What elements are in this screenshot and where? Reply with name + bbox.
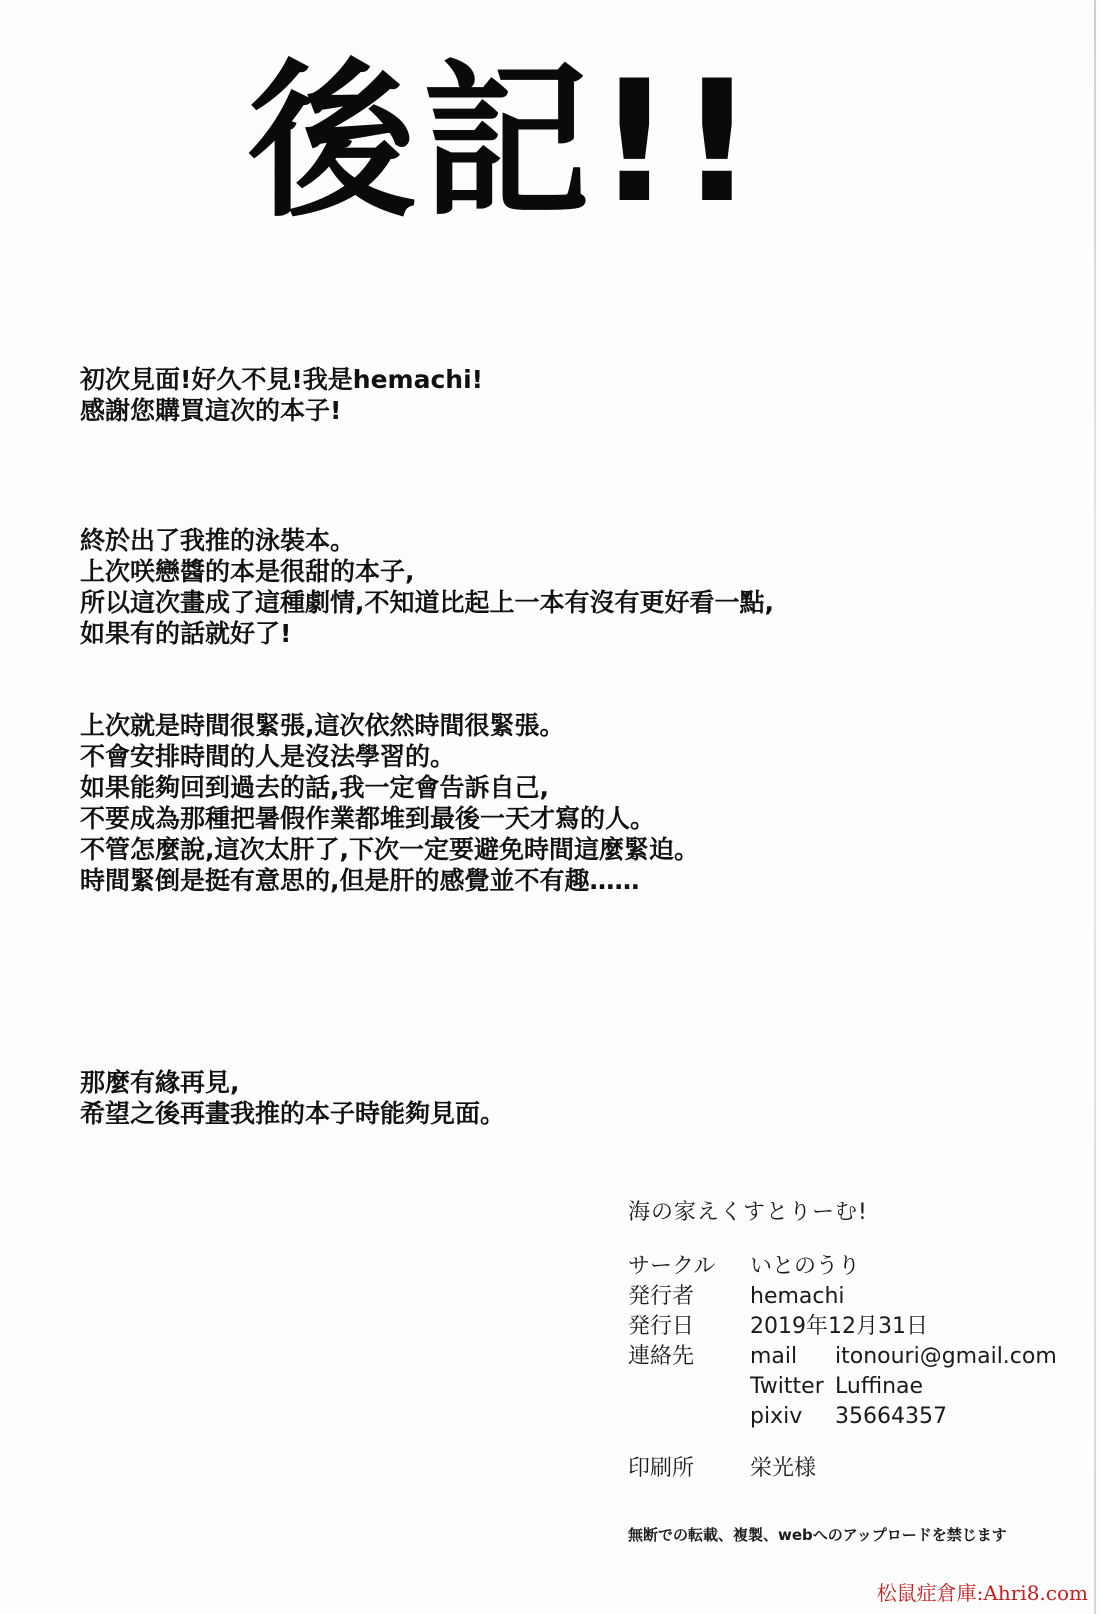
printer-row	[628, 1454, 1068, 1484]
contact-value-mail: itonouri@gmail.com	[835, 1344, 1057, 1369]
paragraph-book-intro	[80, 525, 774, 649]
text-line: 不會安排時間的人是沒法學習的。	[80, 742, 456, 771]
circle-label: サークル	[628, 1254, 716, 1279]
page-title: 後記!!	[248, 44, 762, 240]
circle-value: いとのうり	[750, 1254, 861, 1279]
text-line: 如果能夠回到過去的話,我一定會告訴自己,	[80, 773, 549, 802]
paragraph-greeting	[80, 364, 483, 426]
book-title: 海の家えくすとりーむ!	[628, 1200, 868, 1225]
printer-value: 栄光様	[750, 1456, 817, 1481]
printer-label: 印刷所	[628, 1456, 695, 1481]
colophon	[628, 1195, 1068, 1484]
text-line: 時間緊倒是挺有意思的,但是肝的感覺並不有趣……	[80, 866, 640, 895]
text-line: 所以這次畫成了這種劇情,不知道比起上一本有沒有更好看一點,	[80, 588, 774, 617]
watermark: 松鼠症倉庫:Ahri8.com	[876, 1581, 1088, 1605]
text-line: 如果有的話就好了!	[80, 619, 292, 648]
text-line: 那麼有緣再見,	[80, 1068, 240, 1097]
scan-edge-line	[1094, 0, 1096, 1614]
contact-row-twitter	[628, 1372, 1068, 1402]
publisher-label: 発行者	[628, 1284, 695, 1309]
contact-key-mail: mail	[750, 1344, 798, 1369]
paragraph-schedule	[80, 710, 699, 896]
text-line: 上次咲戀醬的本是很甜的本子,	[80, 557, 415, 586]
date-value: 2019年12月31日	[750, 1314, 928, 1339]
date-label: 発行日	[628, 1314, 695, 1339]
contact-key-twitter: Twitter	[750, 1374, 824, 1399]
contact-key-pixiv: pixiv	[750, 1404, 803, 1429]
text-line: 希望之後再畫我推的本子時能夠見面。	[80, 1099, 506, 1128]
text-line: 終於出了我推的泳裝本。	[80, 526, 356, 555]
publisher-value: hemachi	[750, 1284, 845, 1309]
copyright-notice: 無断での転載、複製、webへのアップロードを禁じます	[628, 1526, 1007, 1544]
contact-value-twitter: Luffinae	[835, 1374, 924, 1399]
contact-row-mail	[628, 1342, 1068, 1372]
contact-label: 連絡先	[628, 1344, 695, 1369]
publisher-row	[628, 1282, 1068, 1312]
text-line: 不要成為那種把暑假作業都堆到最後一天才寫的人。	[80, 804, 656, 833]
text-line: 初次見面!好久不見!我是hemachi!	[80, 365, 484, 394]
text-line: 不管怎麼說,這次太肝了,下次一定要避免時間這麼緊迫。	[80, 835, 699, 864]
circle-row	[628, 1252, 1068, 1282]
contact-value-pixiv: 35664357	[835, 1404, 947, 1429]
date-row	[628, 1312, 1068, 1342]
paragraph-farewell	[80, 1067, 505, 1129]
text-line: 上次就是時間很緊張,這次依然時間很緊張。	[80, 711, 565, 740]
text-line: 感謝您購買這次的本子!	[80, 396, 342, 425]
contact-row-pixiv	[628, 1402, 1068, 1432]
